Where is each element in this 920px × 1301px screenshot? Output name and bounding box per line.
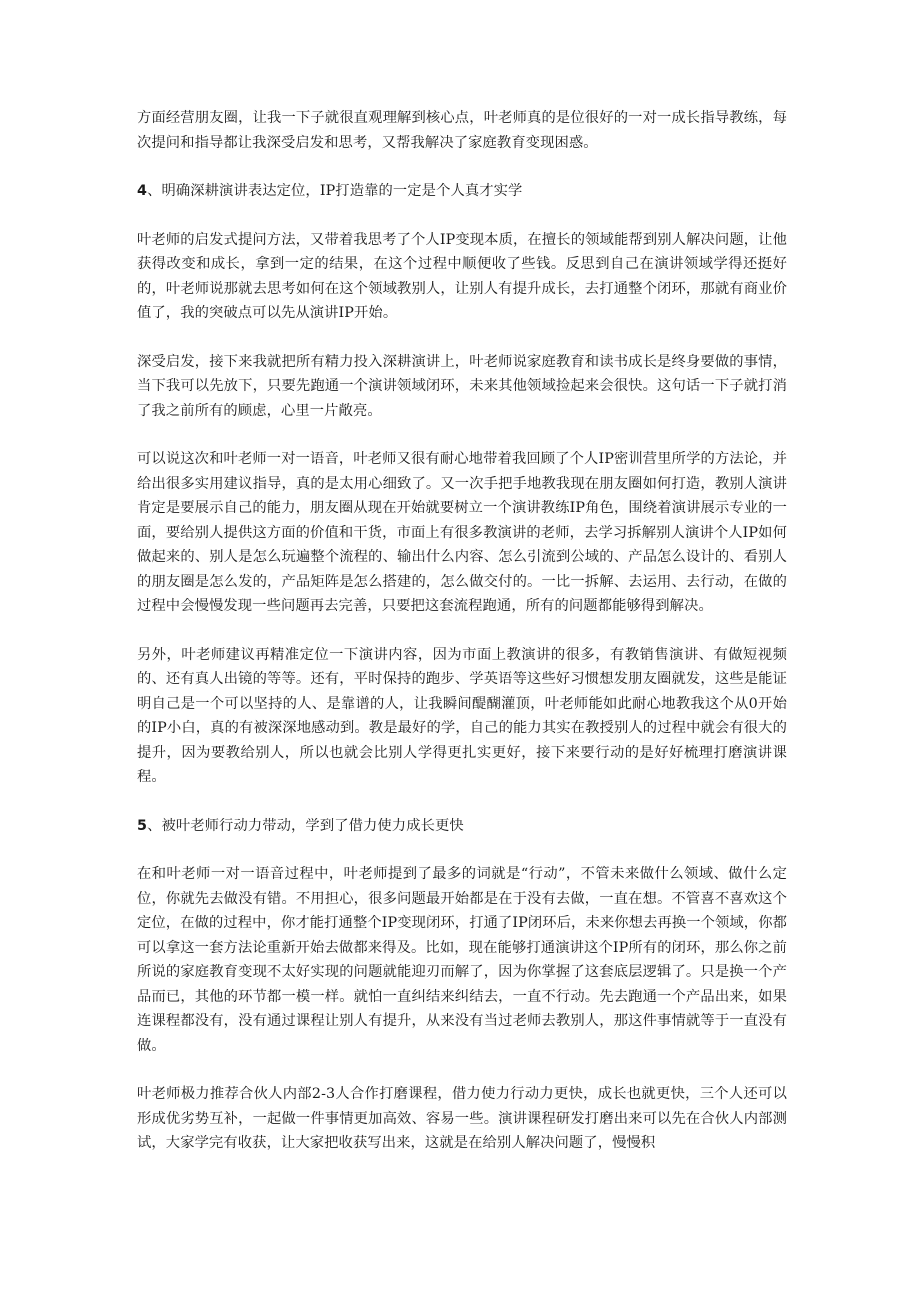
paragraph-3: 深受启发，接下来我就把所有精力投入深耕演讲上，叶老师说家庭教育和读书成长是终身要做的事情，当下我可以先放下，只要先跑通一个演讲领域闭环，未来其他领域捡起来会很快。这句话一下子就打消了我之前所有的顾虑，心里一片敞亮。	[137, 353, 787, 419]
section-title: 、被叶老师行动力带动，学到了借力使力成长更快	[147, 817, 464, 834]
paragraph-2: 叶老师的启发式提问方法，又带着我思考了个人IP变现本质，在擅长的领域能帮到别人解决问题，让他获得改变和成长，拿到一定的结果，在这个过程中顺便收了些钱。反思到自己在演讲领域学得还挺好的，叶老师说那就去思考如何在这个领域教别人，让别人有提升成长，去打通整个闭环，那就有商业价值了，我的突破点可以先从演讲IP开始。	[137, 231, 787, 321]
section-title: 、明确深耕演讲表达定位，IP打造靠的一定是个人真才实学	[147, 183, 523, 199]
document-page	[137, 106, 787, 1180]
section-heading-4	[137, 179, 787, 204]
paragraph-1: 方面经营朋友圈，让我一下子就很直观理解到核心点，叶老师真的是位很好的一对一成长指导教练，每次提问和指导都让我深受启发和思考，又帮我解决了家庭教育变现困惑。	[137, 110, 787, 151]
paragraph-5: 另外，叶老师建议再精准定位一下演讲内容，因为市面上教演讲的很多，有教销售演讲、有做短视频的、还有真人出镜的等等。还有，平时保持的跑步、学英语等这些好习惯想发朋友圈就发，这些是能证明自己是一个可以坚持的人、是靠谱的人，让我瞬间醍醐灌顶，叶老师能如此耐心地教我这个从0开始的IP小白，真的有被深深地感动到。教是最好的学，自己的能力其实在教授别人的过程中就会有很大的提升，因为要教给别人，所以也就会比别人学得更扎实更好，接下来要行动的是好好梳理打磨演讲课程。	[137, 646, 787, 785]
paragraph-7: 叶老师极力推荐合伙人内部2-3人合作打磨课程，借力使力行动力更快，成长也就更快，三个人还可以形成优劣势互补，一起做一件事情更加高效、容易一些。演讲课程研发打磨出来可以先在合伙人内部测试，大家学完有收获，让大家把收获写出来，这就是在给别人解决问题了，慢慢积	[137, 1086, 787, 1151]
section-number: 4	[137, 183, 148, 199]
section-number: 5	[137, 817, 148, 834]
section-heading-5	[137, 814, 787, 839]
paragraph-6: 在和叶老师一对一语音过程中，叶老师提到了最多的词就是“行动”，不管未来做什么领域、做什么定位，你就先去做没有错。不用担心，很多问题最开始都是在于没有去做，一直在想。不管喜不喜欢这个定位，在做的过程中，你才能打通整个IP变现闭环，打通了IP闭环后，未来你想去再换一个领域，你都可以拿这一套方法论重新开始去做都来得及。比如，现在能够打通演讲这个IP所有的闭环，那么你之前所说的家庭教育变现不太好实现的问题就能迎刃而解了，因为你掌握了这套底层逻辑了。只是换一个产品而已，其他的环节都一模一样。就怕一直纠结来纠结去，一直不行动。先去跑通一个产品出来，如果连课程都没有，没有通过课程让别人有提升，从来没有当过老师去教别人，那这件事情就等于一直没有做。	[137, 866, 787, 1054]
paragraph-4: 可以说这次和叶老师一对一语音，叶老师又很有耐心地带着我回顾了个人IP密训营里所学的方法论，并给出很多实用建议指导，真的是太用心细致了。又一次手把手地教我现在朋友圈如何打造，教别人演讲肯定是要展示自己的能力，朋友圈从现在开始就要树立一个演讲教练IP角色，围绕着演讲展示专业的一面，要给别人提供这方面的价值和干货，市面上有很多教演讲的老师，去学习拆解别人演讲个人IP如何做起来的、别人是怎么玩遍整个流程的、输出什么内容、怎么引流到公域的、产品怎么设计的、看别人的朋友圈是怎么发的，产品矩阵是怎么搭建的，怎么做交付的。一比一拆解、去运用、去行动，在做的过程中会慢慢发现一些问题再去完善，只要把这套流程跑通，所有的问题都能够得到解决。	[137, 451, 787, 614]
